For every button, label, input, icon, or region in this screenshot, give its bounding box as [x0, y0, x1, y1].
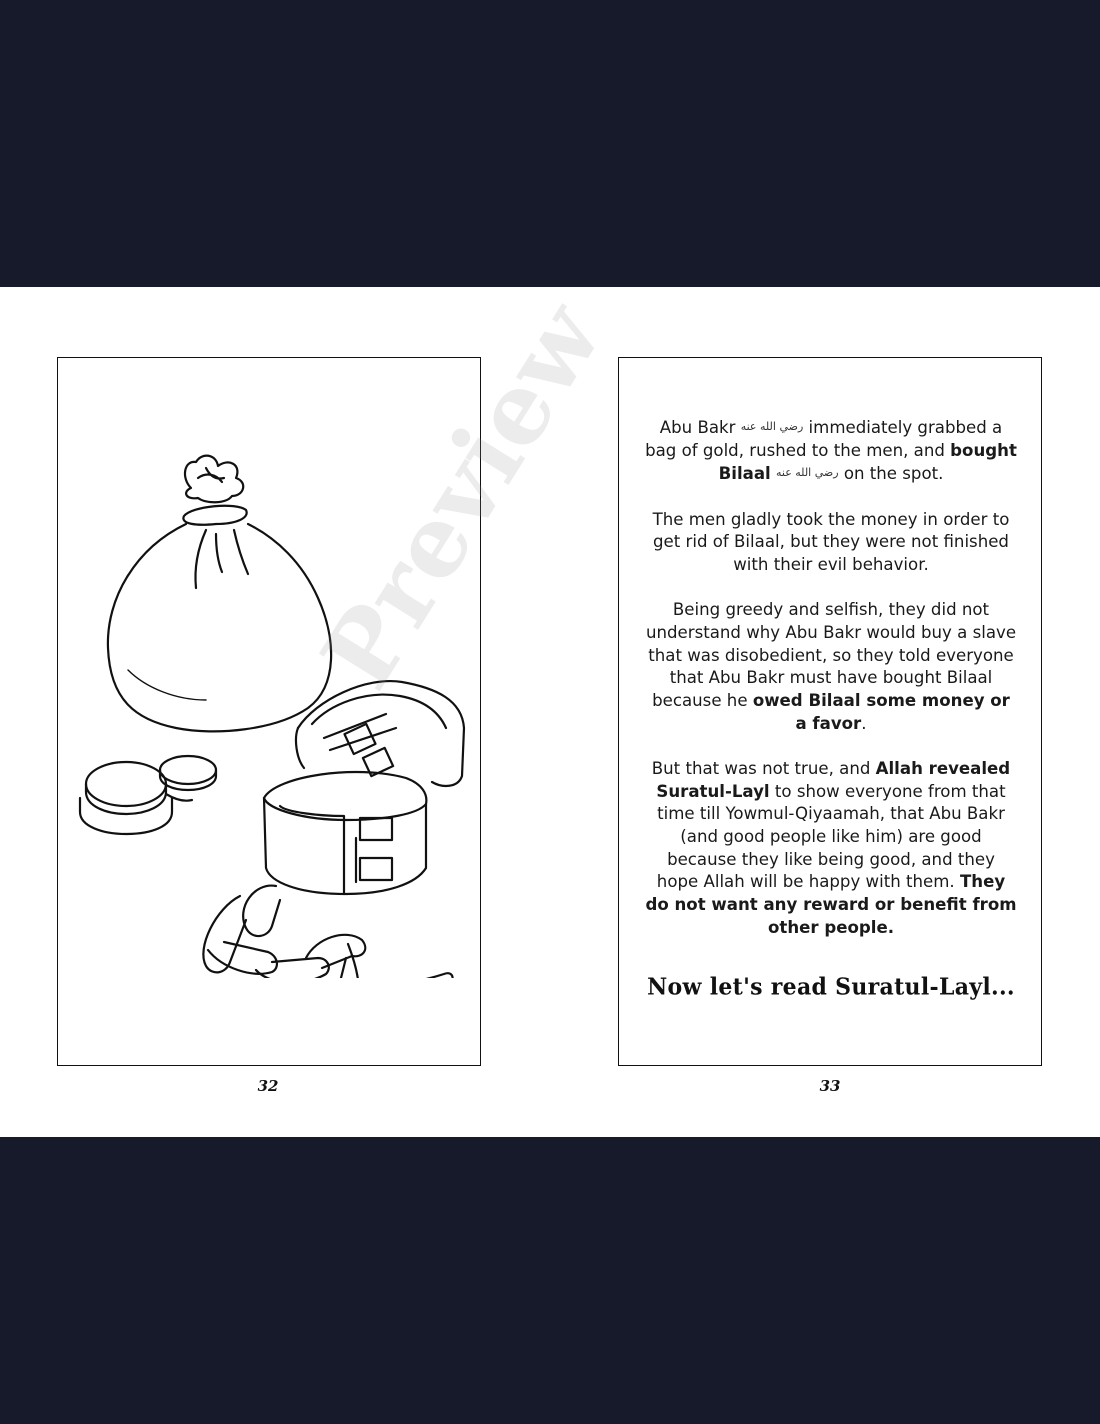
bold-text: They do not want any reward or benefit from other people. — [645, 872, 1017, 937]
text: to show everyone from that time till Yowmul-Qiyaamah, that Abu Bakr (and good people like him) are good because they like being good, and they hope Allah will be happy with them. — [656, 781, 1006, 892]
story-paragraph — [645, 416, 1017, 486]
shackle-lower-cuff — [264, 772, 426, 894]
shackle-upper-cuff — [296, 681, 464, 786]
text: immediately grabbed a bag of gold, rushed to the men, and — [645, 418, 1003, 460]
text: But that was not true, and — [651, 758, 876, 778]
text: . — [861, 713, 867, 733]
text: The men gladly took the money in order to get rid of Bilaal, but they were not finished with their evil behavior. — [652, 509, 1010, 575]
book-spread — [0, 287, 1100, 1137]
text: Abu Bakr — [659, 418, 741, 437]
coin-stack — [80, 756, 216, 834]
money-bag-and-shackle-illustration — [66, 438, 470, 978]
story-paragraph — [645, 509, 1017, 577]
bold-text: Allah revealed Suratul-Layl — [656, 758, 1011, 801]
bottom-dark-band — [0, 1137, 1100, 1424]
story-paragraph — [645, 758, 1017, 940]
bag-body — [108, 524, 331, 731]
bold-text: owed Bilaal some money or a favor — [752, 691, 1010, 733]
left-page-number: 32 — [257, 1077, 279, 1095]
story-paragraph — [645, 599, 1017, 735]
right-page-number: 33 — [819, 1077, 841, 1095]
chain — [203, 886, 452, 978]
bold-text: bought Bilaal — [718, 440, 1017, 484]
honorific-symbol: رضي الله عنه — [776, 466, 839, 480]
bag-knot — [185, 456, 243, 503]
closing-line: Now let's read Suratul-Layl... — [647, 973, 1015, 1001]
text: Being greedy and selfish, they did not understand why Abu Bakr would buy a slave that was disobedient, so they told everyone that Abu Bakr must have bought Bilaal because he — [645, 600, 1017, 711]
story-text — [645, 416, 1017, 962]
bag-tie — [183, 506, 246, 525]
top-dark-band — [0, 0, 1100, 287]
text: on the spot. — [838, 464, 944, 484]
honorific-symbol: رضي الله عنه — [740, 420, 804, 433]
right-page — [618, 357, 1042, 1066]
left-page — [57, 357, 481, 1066]
